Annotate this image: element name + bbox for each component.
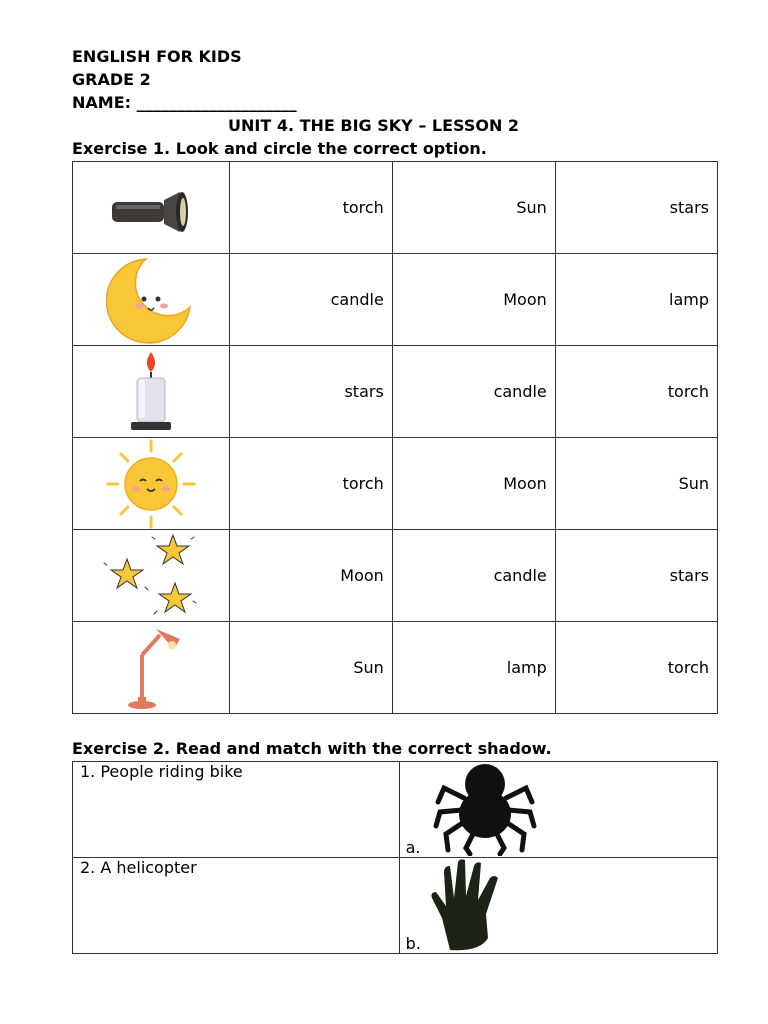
option-cell[interactable]: torch	[229, 438, 392, 530]
answer-cell[interactable]	[399, 762, 717, 858]
question-cell: 1. People riding bike	[73, 762, 400, 858]
option-cell[interactable]: Sun	[229, 622, 392, 714]
option-cell[interactable]: Moon	[392, 254, 555, 346]
picture-cell	[73, 346, 230, 438]
table-row	[73, 622, 718, 714]
exercise1-title: Exercise 1. Look and circle the correct option.	[72, 139, 487, 158]
option-cell[interactable]: torch	[555, 622, 717, 714]
candle-icon	[121, 350, 181, 434]
option-cell[interactable]: stars	[555, 162, 717, 254]
option-cell[interactable]: torch	[229, 162, 392, 254]
header-title: ENGLISH FOR KIDS	[72, 47, 242, 66]
spider-shadow-icon	[430, 762, 540, 856]
table-row	[73, 762, 718, 858]
option-cell[interactable]: candle	[229, 254, 392, 346]
question-cell: 2. A helicopter	[73, 858, 400, 954]
torch-icon	[106, 178, 196, 238]
answer-cell[interactable]	[399, 858, 717, 954]
option-cell[interactable]: Sun	[555, 438, 717, 530]
picture-cell	[73, 254, 230, 346]
header-grade: GRADE 2	[72, 70, 151, 89]
exercise2-title: Exercise 2. Read and match with the correct shadow.	[72, 739, 552, 758]
sun-icon	[106, 439, 196, 529]
option-cell[interactable]: Moon	[392, 438, 555, 530]
option-cell[interactable]: lamp	[555, 254, 717, 346]
table-row	[73, 162, 718, 254]
table-row	[73, 346, 718, 438]
answer-label: a.	[405, 838, 421, 857]
stars-icon	[103, 531, 199, 621]
option-cell[interactable]: Moon	[229, 530, 392, 622]
option-cell[interactable]: stars	[229, 346, 392, 438]
option-cell[interactable]: torch	[555, 346, 717, 438]
table-row	[73, 858, 718, 954]
picture-cell	[73, 162, 230, 254]
hand-shadow-icon	[430, 858, 510, 952]
option-cell[interactable]: Sun	[392, 162, 555, 254]
option-cell[interactable]: lamp	[392, 622, 555, 714]
picture-cell	[73, 622, 230, 714]
exercise1-table	[72, 161, 718, 714]
unit-heading: UNIT 4. THE BIG SKY – LESSON 2	[228, 116, 520, 135]
picture-cell	[73, 530, 230, 622]
option-cell[interactable]: candle	[392, 346, 555, 438]
option-cell[interactable]: stars	[555, 530, 717, 622]
table-row	[73, 530, 718, 622]
header-name-field: NAME: ____________________	[72, 93, 297, 112]
answer-label: b.	[405, 934, 421, 953]
exercise2-table	[72, 761, 718, 954]
table-row	[73, 438, 718, 530]
lamp-icon	[116, 625, 186, 711]
picture-cell	[73, 438, 230, 530]
option-cell[interactable]: candle	[392, 530, 555, 622]
table-row	[73, 254, 718, 346]
moon-icon	[106, 255, 196, 345]
